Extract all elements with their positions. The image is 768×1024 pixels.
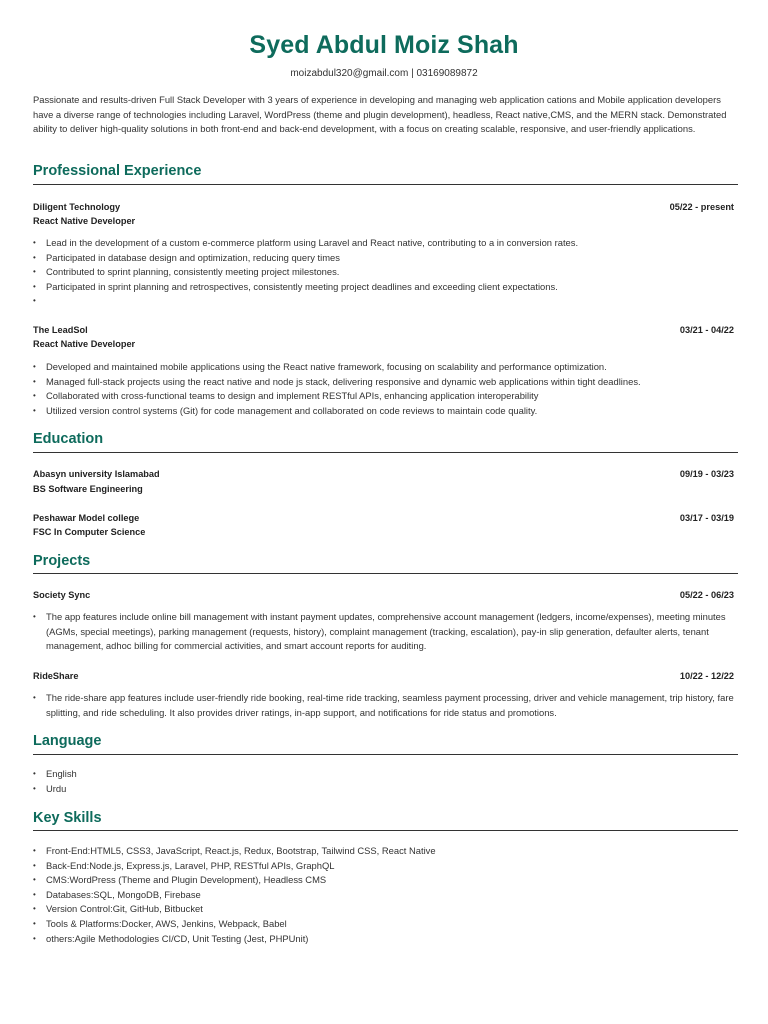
project-name: RideShare: [33, 671, 79, 681]
education-school: Abasyn university Islamabad: [33, 469, 160, 479]
list-item: • English: [33, 767, 738, 782]
list-item: • Contributed to sprint planning, consistently meeting project milestones.: [33, 265, 738, 280]
list-item: • Utilized version control systems (Git) for code management and collaborated on code reviews to maintain code quality.: [33, 404, 738, 419]
section-divider: [33, 573, 738, 574]
list-item: • Lead in the development of a custom e-commerce platform using Laravel and React native, contributing to a in conversion rates.: [33, 236, 738, 251]
list-item: • CMS:WordPress (Theme and Plugin Development), Headless CMS: [33, 873, 738, 888]
section-divider: [33, 452, 738, 453]
list-item: • Participated in sprint planning and retrospectives, consistently meeting project deadlines and exceeding client expectations.: [33, 280, 738, 295]
section-title-education: Education: [33, 431, 104, 447]
list-item: • Collaborated with cross-functional teams to design and implement RESTful APIs, enhancing application interoperability: [33, 389, 738, 404]
education-school: Peshawar Model college: [33, 513, 140, 523]
section-divider: [33, 830, 738, 831]
project-bullets: [33, 691, 738, 720]
section-title-experience: Professional Experience: [33, 163, 202, 179]
job-role: React Native Developer: [33, 216, 136, 226]
job-org: Diligent Technology: [33, 202, 121, 212]
education-degree: BS Software Engineering: [33, 484, 143, 494]
language-list: [33, 767, 738, 796]
section-title-language: Language: [33, 733, 102, 749]
candidate-name: Syed Abdul Moiz Shah: [249, 31, 519, 59]
project-date: 05/22 - 06/23: [679, 590, 734, 600]
project-name: Society Sync: [33, 590, 91, 600]
list-item: • Managed full-stack projects using the react native and node js stack, delivering responsive and dynamic web applications within tight deadlines.: [33, 375, 738, 390]
list-item: • Databases:SQL, MongoDB, Firebase: [33, 888, 738, 903]
job-role: React Native Developer: [33, 339, 136, 349]
list-item: • Urdu: [33, 782, 738, 797]
job-bullets: [33, 236, 738, 309]
section-divider: [33, 754, 738, 755]
section-divider: [33, 184, 738, 185]
list-item: • The app features include online bill management with instant payment updates, comprehensive account management (ledgers, income/expenses), meeting minutes (AGMs, special meetings), parking management (requests, history), complaint management (tracking, escalation), pay-in slip generation, defaulter alerts, tenant management, adhoc billing for commercial activities, and smart account reports for auditing.: [33, 610, 738, 654]
education-degree: FSC In Computer Science: [33, 527, 146, 537]
section-title-skills: Key Skills: [33, 810, 102, 826]
skills-list: [33, 844, 738, 946]
section-title-projects: Projects: [33, 553, 91, 569]
job-date: 03/21 - 04/22: [679, 325, 734, 335]
project-bullets: [33, 610, 738, 654]
list-item: • The ride-share app features include user-friendly ride booking, real-time ride tracking, seamless payment processing, driver and vehicle management, trip history, fare splitting, and ride scheduling. It also provides driver ratings, in-app support, and notifications for ride status and promotions.: [33, 691, 738, 720]
list-item: • Back-End:Node.js, Express.js, Laravel, PHP, RESTful APIs, GraphQL: [33, 859, 738, 874]
list-item: • Tools & Platforms:Docker, AWS, Jenkins, Webpack, Babel: [33, 917, 738, 932]
job-org: The LeadSol: [33, 325, 88, 335]
job-date: 05/22 - present: [669, 202, 734, 212]
list-item: • Version Control:Git, GitHub, Bitbucket: [33, 902, 738, 917]
project-date: 10/22 - 12/22: [679, 671, 734, 681]
list-item: • Front-End:HTML5, CSS3, JavaScript, React.js, Redux, Bootstrap, Tailwind CSS, React Native: [33, 844, 738, 859]
list-item: [33, 294, 738, 309]
list-item: • Participated in database design and optimization, reducing query times: [33, 251, 738, 266]
summary-paragraph: Passionate and results-driven Full Stack Developer with 3 years of experience in developing and managing web application cations and Mobile application developers have a diverse range of technologies including Laravel, WordPress (theme and plugin development), headless, React native,CMS, and the MERN stack. Demonstrated ability to deliver high-quality solutions in both front-end and back-end development, with a focus on creating scalable, responsive, and user-friendly applications.: [33, 94, 727, 135]
list-item: • Developed and maintained mobile applications using the React native framework, focusing on scalability and performance optimization.: [33, 360, 738, 375]
list-item: • others:Agile Methodologies CI/CD, Unit Testing (Jest, PHPUnit): [33, 932, 738, 947]
education-date: 03/17 - 03/19: [679, 513, 734, 523]
contact-line: moizabdul320@gmail.com | 03169089872: [290, 68, 478, 79]
education-date: 09/19 - 03/23: [679, 469, 734, 479]
job-bullets: [33, 360, 738, 418]
